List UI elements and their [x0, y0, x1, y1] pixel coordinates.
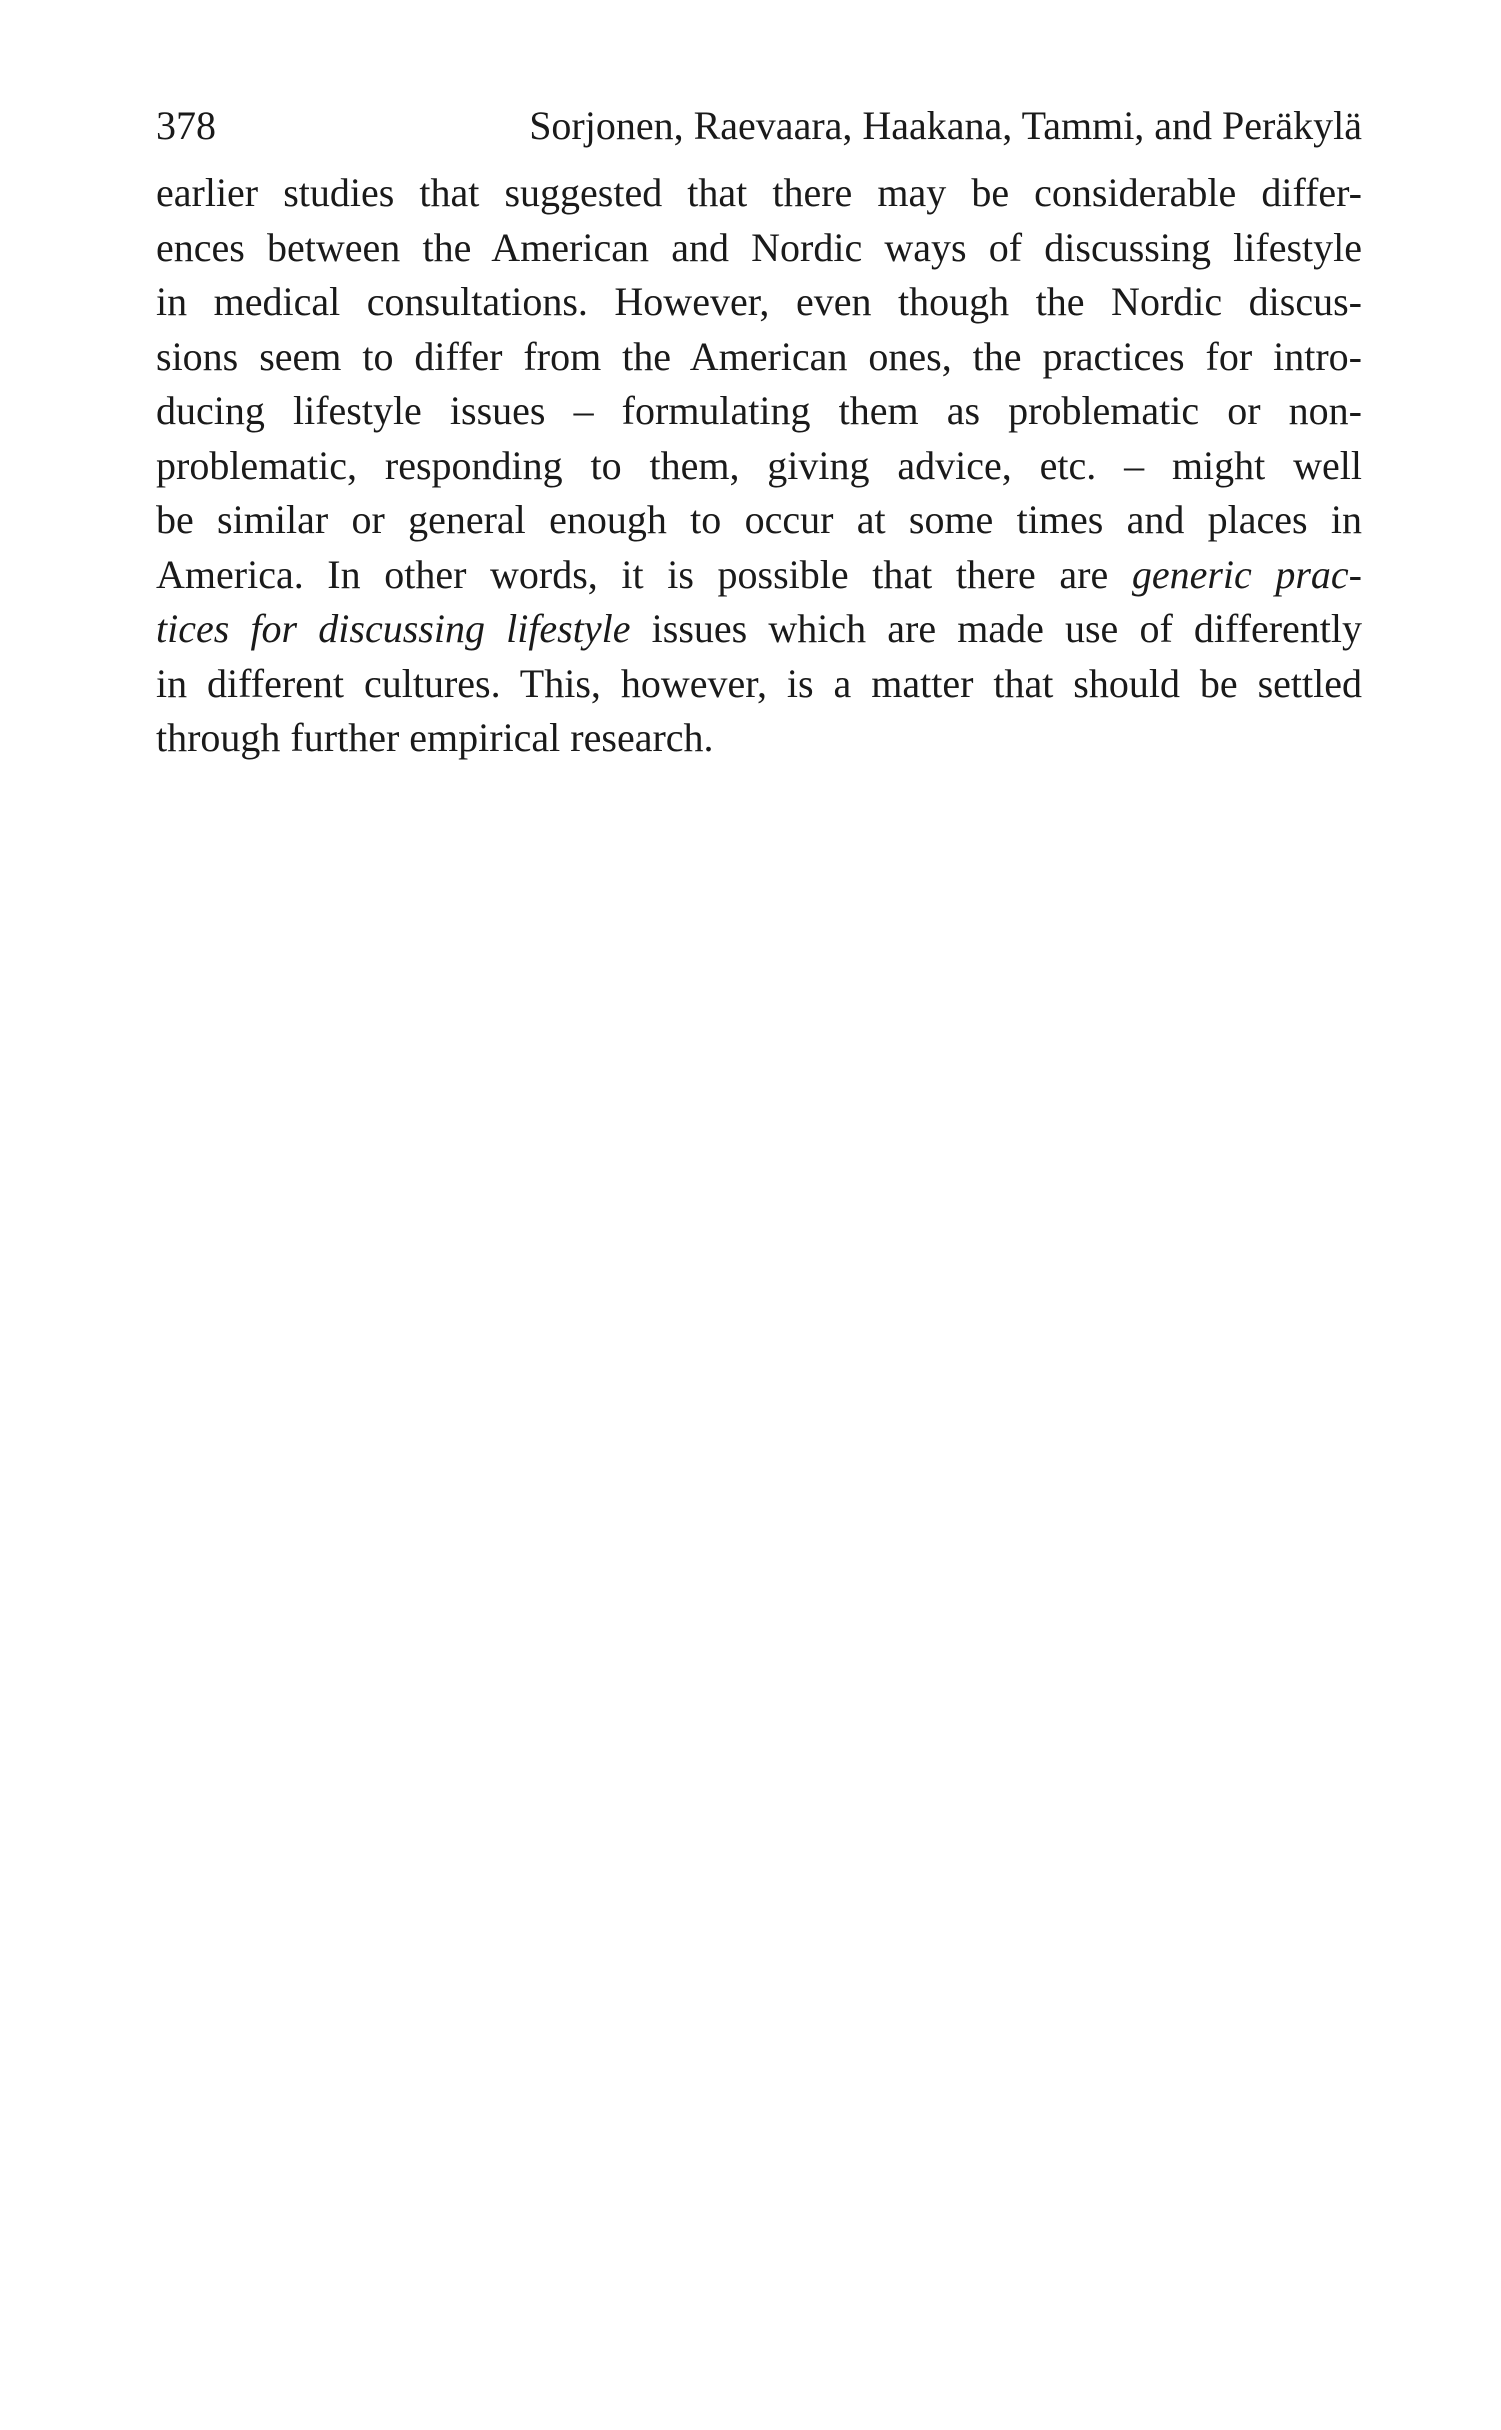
text-line: earlier studies that suggested that there may be considerable differ-: [156, 170, 1362, 215]
text-line: [156, 602, 1362, 657]
text-segment: issues which are made use of differently: [630, 606, 1363, 651]
text-segment: America. In other words, it is possible that there are: [156, 551, 1132, 597]
text-line: sions seem to differ from the American ones, the practices for intro-: [156, 333, 1362, 379]
text-line: ducing lifestyle issues – formulating them as problematic or non-: [156, 388, 1362, 433]
text-line: [156, 548, 1362, 603]
italic-phrase: generic prac-: [1131, 551, 1362, 597]
text-line: ences between the American and Nordic ways of discussing lifestyle: [156, 224, 1362, 270]
text-line: be similar or general enough to occur at some times and places in: [156, 497, 1362, 542]
page-number: 378: [156, 103, 216, 148]
italic-phrase: tices for discussing lifestyle: [156, 606, 631, 651]
document-page: [156, 96, 1362, 766]
text-line: through further empirical research.: [156, 715, 714, 760]
body-paragraph: [156, 166, 1362, 766]
running-head: [156, 96, 1362, 156]
text-line: in medical consultations. However, even though the Nordic discus-: [156, 279, 1362, 324]
text-line: problematic, responding to them, giving advice, etc. – might well: [156, 442, 1362, 488]
running-title: Sorjonen, Raevaara, Haakana, Tammi, and Peräkylä: [529, 103, 1362, 148]
text-line: in different cultures. This, however, is a matter that should be settled: [156, 660, 1362, 706]
